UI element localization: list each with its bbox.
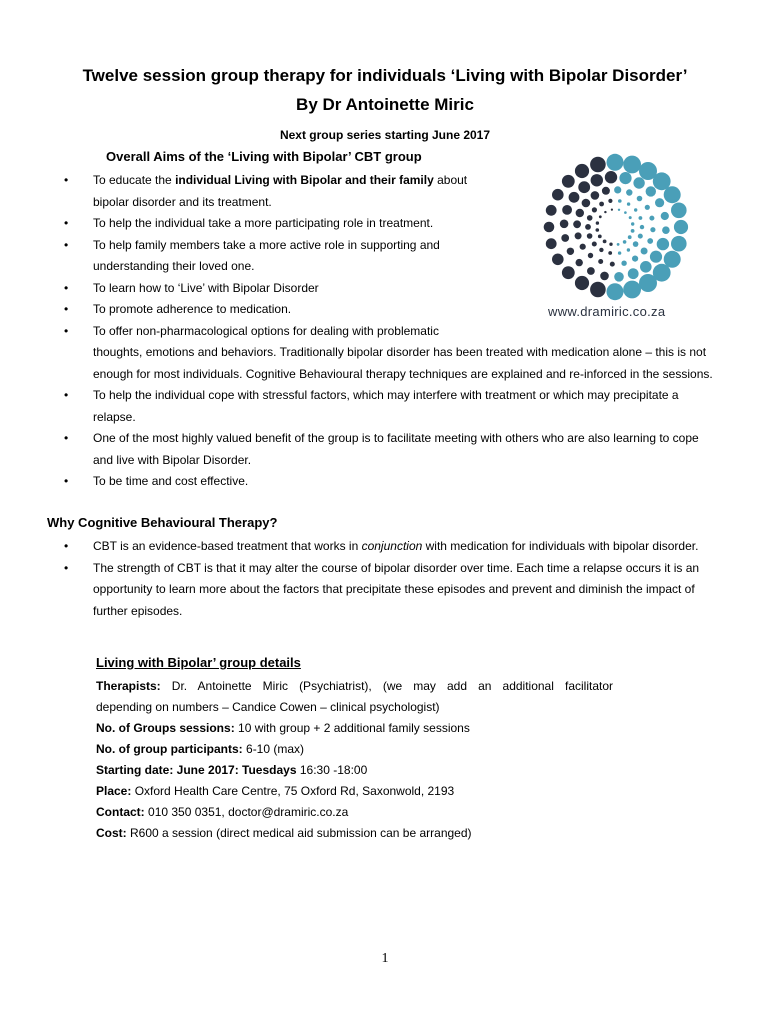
logo-dot xyxy=(596,221,599,224)
bullet-icon: • xyxy=(64,173,69,187)
logo-dot xyxy=(638,234,643,239)
logo-dot xyxy=(623,240,627,244)
bullet-icon: • xyxy=(64,431,69,445)
list-item xyxy=(0,213,469,235)
logo-dot xyxy=(605,171,617,183)
logo-dot xyxy=(576,259,583,266)
logo-dot xyxy=(641,248,648,255)
list-item xyxy=(0,278,469,300)
logo-dot xyxy=(637,196,643,202)
cost-value: R600 a session (direct medical aid submission can be arranged) xyxy=(130,826,472,840)
logo-dot xyxy=(618,209,620,211)
logo-dot xyxy=(592,207,597,212)
bullet-icon: • xyxy=(64,280,69,295)
logo-dot xyxy=(621,261,626,266)
logo-dot xyxy=(623,281,641,299)
start-date-label: Starting date: June 2017: Tuesdays xyxy=(96,763,297,777)
start-date-value: 16:30 -18:00 xyxy=(299,763,368,777)
bullet-icon: • xyxy=(64,474,69,488)
therapists-value-continued: depending on numbers – Candice Cowen – clinical psychologist) xyxy=(96,700,440,714)
list-item xyxy=(0,170,469,213)
logo-dot xyxy=(614,272,624,282)
logo-dot xyxy=(639,216,643,220)
logo-dot xyxy=(587,233,593,239)
logo-dot xyxy=(633,241,639,247)
list-item-text: To help the individual take a more participating role in treatment. xyxy=(93,216,434,230)
logo-dot xyxy=(580,244,586,250)
list-item xyxy=(0,558,720,623)
list-item xyxy=(0,471,720,493)
logo-dot xyxy=(650,227,655,232)
logo-dot xyxy=(618,251,621,254)
logo-dot xyxy=(604,211,606,213)
why-cbt-list xyxy=(0,536,720,622)
therapists-row xyxy=(96,676,613,697)
logo-dot xyxy=(631,222,634,225)
therapists-value: Dr. Antoinette Miric (Psychiatrist), (we may add an additional facilitator xyxy=(171,679,614,693)
bullet-icon: • xyxy=(64,216,69,230)
logo-dot xyxy=(655,198,664,207)
logo-dot xyxy=(646,186,656,196)
cost-label: Cost: xyxy=(96,826,127,840)
group-details xyxy=(96,654,716,844)
place-value: Oxford Health Care Centre, 75 Oxford Rd, Saxonwold, 2193 xyxy=(134,784,455,798)
logo-dot xyxy=(573,220,581,228)
logo-dot xyxy=(647,238,653,244)
dramiric-logo xyxy=(530,152,710,327)
logo-dot xyxy=(607,283,624,300)
logo-dot xyxy=(575,276,589,290)
logo-dot xyxy=(645,205,650,210)
list-item-text: CBT is an evidence-based treatment that works in xyxy=(93,539,362,553)
logo-dot xyxy=(587,267,595,275)
list-item-text: To be time and cost effective. xyxy=(93,474,249,488)
logo-dot xyxy=(599,215,602,218)
list-item-text: To help the individual cope with stressful factors, which may interfere with treatment or which may precipitate a relapse. xyxy=(93,388,679,424)
therapists-label: Therapists: xyxy=(96,679,161,693)
logo-dot xyxy=(562,205,572,215)
contact-value: 010 350 0351, doctor@dramiric.co.za xyxy=(148,805,349,819)
list-item-italic-text: conjunction xyxy=(361,539,423,553)
logo-dot xyxy=(633,177,644,188)
bullet-icon: • xyxy=(64,237,69,252)
bullet-icon: • xyxy=(64,539,69,553)
logo-dot xyxy=(590,282,606,298)
logo-dot xyxy=(599,202,604,207)
logo-dot xyxy=(578,181,590,193)
list-item-text: with medication for individuals with bipolar disorder. xyxy=(422,539,699,553)
list-item-text: To educate the xyxy=(93,173,176,187)
logo-dot xyxy=(624,211,627,214)
logo-dot xyxy=(546,205,557,216)
aims-heading: Overall Aims of the ‘Living with Bipolar’ CBT group xyxy=(106,149,422,164)
logo-dot xyxy=(674,220,688,234)
bullet-icon: • xyxy=(64,323,69,338)
logo-dot xyxy=(618,199,622,203)
bullet-icon: • xyxy=(64,560,69,575)
logo-dot xyxy=(640,225,644,229)
list-item xyxy=(0,235,469,278)
logo-dot xyxy=(544,222,555,233)
logo-dot xyxy=(631,229,635,233)
cost-row xyxy=(96,823,716,844)
list-item-text: To offer non-pharmacological options for dealing with problematic xyxy=(93,323,439,338)
logo-dot xyxy=(575,232,582,239)
logo-dot xyxy=(590,157,606,173)
logo-dot xyxy=(592,242,597,247)
logo-dot xyxy=(591,191,600,200)
logo-dot xyxy=(662,226,670,234)
group-details-heading: Living with Bipolar’ group details xyxy=(96,655,301,670)
logo-dot xyxy=(611,209,613,211)
logo-dot xyxy=(661,212,669,220)
list-item xyxy=(0,321,720,386)
logo-dot xyxy=(617,243,620,246)
list-item-text: To help family members take a more active role in supporting and understanding their loved one. xyxy=(93,237,440,273)
logo-dot xyxy=(582,199,591,208)
logo-dot xyxy=(639,274,657,292)
place-row xyxy=(96,781,716,802)
why-cbt-heading: Why Cognitive Behavioural Therapy? xyxy=(47,515,278,530)
list-item-text: about bipolar disorder and its treatment. xyxy=(93,173,468,209)
logo-dot xyxy=(562,266,575,279)
place-label: Place: xyxy=(96,784,132,798)
logo-dot xyxy=(603,240,607,244)
logo-dot xyxy=(671,236,687,252)
sessions-value: 10 with group + 2 additional family sessions xyxy=(238,721,470,735)
logo-dot xyxy=(588,253,593,258)
logo-dot xyxy=(664,186,681,203)
logo-dot xyxy=(614,186,621,193)
logo-dot xyxy=(596,228,600,232)
logo-dot xyxy=(626,189,632,195)
logo-dot xyxy=(619,172,631,184)
sessions-label: No. of Groups sessions: xyxy=(96,721,235,735)
logo-dot xyxy=(561,234,569,242)
logo-dot xyxy=(623,156,641,174)
sessions-row xyxy=(96,718,716,739)
logo-dot xyxy=(610,262,615,267)
logo-dot xyxy=(560,220,569,229)
document-title: Twelve session group therapy for individuals ‘Living with Bipolar Disorder’ xyxy=(82,66,688,85)
logo-dot xyxy=(585,224,591,230)
logo-url-text: www.dramiric.co.za xyxy=(548,304,666,319)
list-item-bold-text: individual Living with Bipolar and their family xyxy=(175,173,434,187)
logo-dot xyxy=(608,251,612,255)
therapists-row-continued xyxy=(96,697,716,718)
logo-dot xyxy=(650,251,662,263)
list-item-text: One of the most highly valued benefit of the group is to facilitate meeting with others who are also learning to cope and live with Bipolar Disorder. xyxy=(93,431,699,467)
logo-dot xyxy=(608,199,612,203)
next-series-note: Next group series starting June 2017 xyxy=(279,128,491,142)
bullet-icon: • xyxy=(64,302,69,316)
logo-dot xyxy=(562,175,575,188)
logo-dot xyxy=(552,254,564,266)
logo-dot xyxy=(602,187,610,195)
logo-dot xyxy=(598,259,603,264)
logo-dot-spiral-icon xyxy=(530,152,710,302)
document-author: By Dr Antoinette Miric xyxy=(296,95,474,114)
logo-dot xyxy=(649,216,654,221)
logo-dot xyxy=(627,202,630,205)
logo-dot xyxy=(632,256,638,262)
logo-dot xyxy=(628,235,632,239)
logo-dot xyxy=(629,216,632,219)
logo-dot xyxy=(607,154,624,171)
contact-row xyxy=(96,802,716,823)
list-item xyxy=(0,385,720,428)
logo-dot xyxy=(671,203,687,219)
logo-dot xyxy=(640,261,652,273)
logo-dot xyxy=(576,209,584,217)
logo-dot xyxy=(609,243,612,246)
list-item-text: To learn how to ‘Live’ with Bipolar Disorder xyxy=(93,280,319,295)
logo-dot xyxy=(546,238,557,249)
logo-dot xyxy=(591,174,603,186)
contact-label: Contact: xyxy=(96,805,145,819)
logo-dot xyxy=(569,192,580,203)
start-date-row xyxy=(96,760,716,781)
logo-dot xyxy=(627,248,630,251)
list-item xyxy=(0,428,720,471)
logo-dot xyxy=(587,215,593,221)
list-item-text: To promote adherence to medication. xyxy=(93,302,292,316)
logo-dot xyxy=(567,248,574,255)
logo-dot xyxy=(575,164,589,178)
participants-label: No. of group participants: xyxy=(96,742,243,756)
logo-dot xyxy=(598,235,602,239)
page-number: 1 xyxy=(381,951,389,966)
logo-dot xyxy=(600,272,609,281)
list-item xyxy=(0,299,469,321)
bullet-icon: • xyxy=(64,388,69,402)
logo-dot xyxy=(657,238,669,250)
logo-dot xyxy=(599,248,603,252)
list-item-text: The strength of CBT is that it may alter the course of bipolar disorder over time. Each time a relapse occurs it is an opportunity to learn more about the factors that precipitate these episodes and prevent and diminish the impact of further episodes. xyxy=(93,560,700,618)
list-item-text: thoughts, emotions and behaviors. Traditionally bipolar disorder has been treated with medication alone – this is not enough for most individuals. Cognitive Behavioural therapy techniques are explained and re-inforced in the sessions. xyxy=(93,345,713,381)
list-item xyxy=(0,536,720,558)
logo-dot xyxy=(628,268,639,279)
participants-value: 6-10 (max) xyxy=(246,742,305,756)
logo-dot xyxy=(552,189,564,201)
logo-dot xyxy=(634,208,637,211)
participants-row xyxy=(96,739,716,760)
